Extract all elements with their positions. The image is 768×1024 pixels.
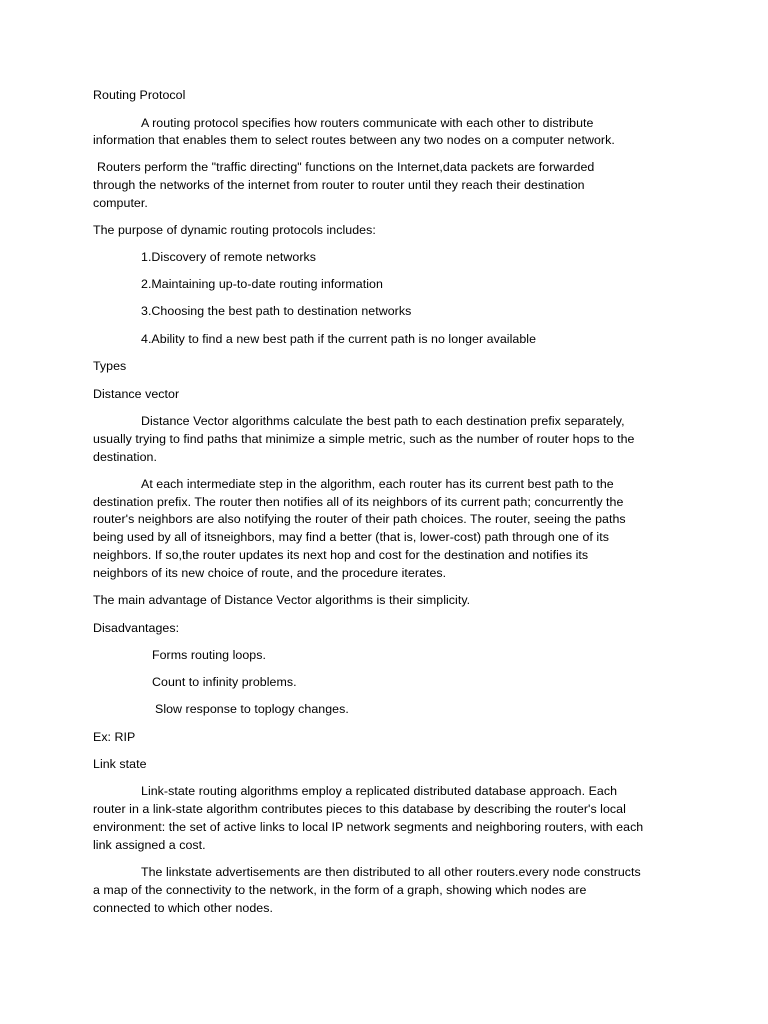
purpose-item: 1.Discovery of remote networks (141, 250, 317, 264)
link-state-heading: Link state (93, 757, 147, 771)
routers-line: Routers perform the "traffic directing" functions on the Internet,data packets are forwarded (97, 160, 595, 174)
dv-example: Ex: RIP (93, 730, 136, 744)
purpose-item: 4.Ability to find a new best path if the current path is no longer available (141, 332, 537, 346)
document-title: Routing Protocol (93, 88, 186, 102)
ls-para1-line: Link-state routing algorithms employ a replicated distributed database approach. Each (141, 784, 618, 798)
dv-para1-line: usually trying to find paths that minimize a simple metric, such as the number of router hops to the (93, 432, 635, 446)
purpose-heading: The purpose of dynamic routing protocols includes: (93, 223, 376, 237)
dv-para2-line: being used by all of itsneighbors, may find a better (that is, lower-cost) path through one of its (93, 530, 609, 544)
intro-line: information that enables them to select routes between any two nodes on a computer network. (93, 133, 615, 147)
dv-para2-line: router's neighbors are also notifying the router of their path choices. The router, seeing the paths (93, 512, 626, 526)
disadvantages-heading: Disadvantages: (93, 621, 180, 635)
dv-para2-line: destination prefix. The router then notifies all of its neighbors of its current path; concurrently the (93, 495, 624, 509)
ls-para2-line: connected to which other nodes. (93, 901, 273, 915)
intro-line: A routing protocol specifies how routers communicate with each other to distribute (141, 116, 594, 130)
routers-line: computer. (93, 196, 148, 210)
dv-para2-line: neighbors. If so,the router updates its next hop and cost for the destination and notifies its (93, 548, 589, 562)
routers-line: through the networks of the internet from router to router until they reach their destination (93, 178, 585, 192)
disadvantage-item: Slow response to toplogy changes. (155, 702, 349, 716)
ls-para1-line: router in a link-state algorithm contributes pieces to this database by describing the router's local (93, 802, 626, 816)
ls-para2-line: a map of the connectivity to the network, in the form of a graph, showing which nodes are (93, 883, 587, 897)
dv-para2-line: At each intermediate step in the algorithm, each router has its current best path to the (141, 477, 614, 491)
ls-para2-line: The linkstate advertisements are then distributed to all other routers.every node constructs (141, 865, 641, 879)
dv-para1-line: destination. (93, 450, 157, 464)
dv-para1-line: Distance Vector algorithms calculate the best path to each destination prefix separately, (141, 414, 625, 428)
disadvantage-item: Count to infinity problems. (152, 675, 297, 689)
types-heading: Types (93, 359, 127, 373)
distance-vector-heading: Distance vector (93, 387, 180, 401)
purpose-item: 2.Maintaining up-to-date routing information (141, 277, 383, 291)
ls-para1-line: link assigned a cost. (93, 838, 206, 852)
dv-advantage: The main advantage of Distance Vector algorithms is their simplicity. (93, 593, 471, 607)
disadvantage-item: Forms routing loops. (152, 648, 266, 662)
purpose-item: 3.Choosing the best path to destination networks (141, 304, 412, 318)
dv-para2-line: neighbors of its new choice of route, and the procedure iterates. (93, 566, 447, 580)
ls-para1-line: environment: the set of active links to local IP network segments and neighboring routers, with each (93, 820, 644, 834)
